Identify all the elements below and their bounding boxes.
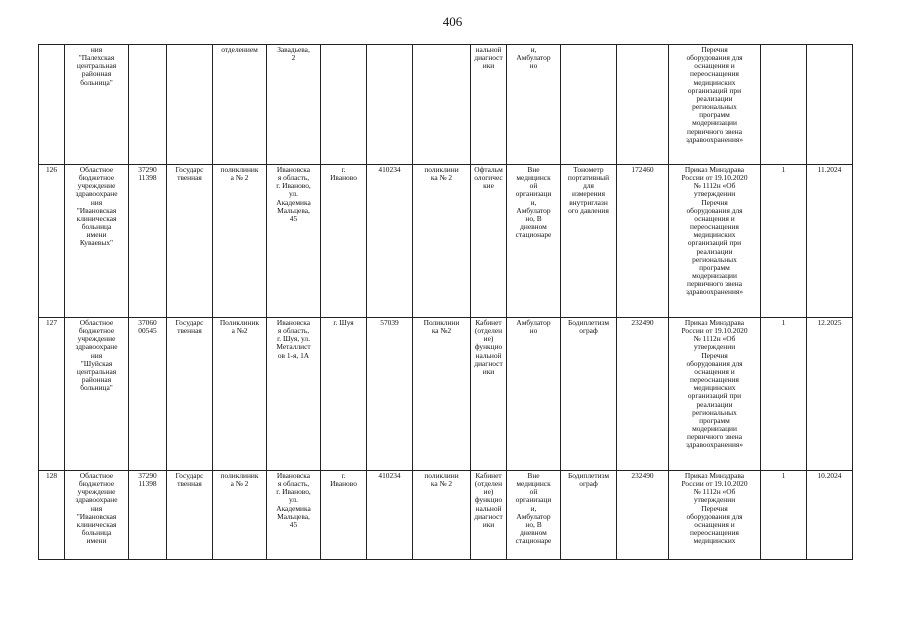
cell-unit bbox=[413, 45, 471, 165]
table-row bbox=[39, 165, 853, 318]
cell-profile: Кабинет (отделен ие) функцио нальной диагност ики bbox=[471, 318, 507, 471]
page-number: 406 bbox=[442, 14, 463, 29]
cell-subdivision: поликлиник а № 2 bbox=[213, 165, 267, 318]
cell-ownership: Государс твенная bbox=[167, 165, 213, 318]
cell-organization: Областное бюджетное учреждение здравоохране ния "Ивановская клиническая больница имени bbox=[65, 471, 129, 560]
cell-equipment-code: 232490 bbox=[617, 471, 669, 560]
cell-subdivision: отделением bbox=[213, 45, 267, 165]
cell-date: 12.2025 bbox=[807, 318, 853, 471]
cell-legal-basis: Приказ Минздрава России от 19.10.2020 № 1112н «Об утверждении Перечня оборудования для оснащения и переоснащения медицинских организаций при реализации региональных программ модернизации первичного звена здравоохранения» bbox=[669, 318, 761, 471]
cell-legal-basis: Приказ Минздрава России от 19.10.2020 № 1112н «Об утверждении Перечня оборудования для оснащения и переоснащения медицинских bbox=[669, 471, 761, 560]
cell-subdivision: поликлиник а № 2 bbox=[213, 471, 267, 560]
equipment-table bbox=[38, 44, 853, 560]
cell-date: 10.2024 bbox=[807, 471, 853, 560]
cell-number: 128 bbox=[39, 471, 65, 560]
table-row bbox=[39, 45, 853, 165]
cell-code: 410234 bbox=[367, 165, 413, 318]
cell-care-conditions: Амбулатор но bbox=[507, 318, 561, 471]
cell-ownership bbox=[167, 45, 213, 165]
cell-number: 127 bbox=[39, 318, 65, 471]
cell-ownership: Государс твенная bbox=[167, 318, 213, 471]
cell-legal-basis: Перечня оборудования для оснащения и переоснащения медицинских организаций при реализации региональных программ модернизации первичного звена здравоохранения» bbox=[669, 45, 761, 165]
cell-care-conditions: Вне медицинск ой организаци и, Амбулатор но, В дневном стационаре bbox=[507, 165, 561, 318]
table-row bbox=[39, 318, 853, 471]
cell-inn: 37290 11398 bbox=[129, 165, 167, 318]
cell-organization: Областное бюджетное учреждение здравоохране ния "Ивановская клиническая больница имени Куваевых" bbox=[65, 165, 129, 318]
cell-equipment-code: 232490 bbox=[617, 318, 669, 471]
cell-ownership: Государс твенная bbox=[167, 471, 213, 560]
cell-equipment: Бодиплетизм ограф bbox=[561, 318, 617, 471]
cell-address: Завадьева, 2 bbox=[267, 45, 321, 165]
cell-quantity bbox=[761, 45, 807, 165]
cell-city: г. Шуя bbox=[321, 318, 367, 471]
cell-unit: поликлини ка № 2 bbox=[413, 471, 471, 560]
cell-city bbox=[321, 45, 367, 165]
table-row bbox=[39, 471, 853, 560]
cell-inn bbox=[129, 45, 167, 165]
cell-code: 57039 bbox=[367, 318, 413, 471]
cell-quantity: 1 bbox=[761, 471, 807, 560]
cell-date bbox=[807, 45, 853, 165]
cell-care-conditions: и, Амбулатор но bbox=[507, 45, 561, 165]
cell-organization: Областное бюджетное учреждение здравоохране ния "Шуйская центральная районная больница" bbox=[65, 318, 129, 471]
cell-equipment: Тонометр портативный для измерения внутриглазн ого давления bbox=[561, 165, 617, 318]
cell-subdivision: Поликлиник а №2 bbox=[213, 318, 267, 471]
cell-quantity: 1 bbox=[761, 318, 807, 471]
cell-city: г. Иваново bbox=[321, 471, 367, 560]
cell-profile: Офтальм ологичес кие bbox=[471, 165, 507, 318]
cell-address: Ивановска я область, г. Шуя, ул. Металлист ов 1-я, 1А bbox=[267, 318, 321, 471]
cell-profile: нальной диагност ики bbox=[471, 45, 507, 165]
cell-quantity: 1 bbox=[761, 165, 807, 318]
cell-unit: Поликлини ка №2 bbox=[413, 318, 471, 471]
cell-address: Ивановска я область, г. Иваново, ул. Академика Мальцева, 45 bbox=[267, 471, 321, 560]
cell-city: г. Иваново bbox=[321, 165, 367, 318]
cell-organization: ния "Палехская центральная районная больница" bbox=[65, 45, 129, 165]
cell-equipment: Бодиплетизм ограф bbox=[561, 471, 617, 560]
cell-code bbox=[367, 45, 413, 165]
cell-unit: поликлини ка № 2 bbox=[413, 165, 471, 318]
cell-inn: 37060 00545 bbox=[129, 318, 167, 471]
cell-equipment bbox=[561, 45, 617, 165]
cell-address: Ивановска я область, г. Иваново, ул. Академика Мальцева, 45 bbox=[267, 165, 321, 318]
cell-inn: 37290 11398 bbox=[129, 471, 167, 560]
cell-number: 126 bbox=[39, 165, 65, 318]
cell-code: 410234 bbox=[367, 471, 413, 560]
cell-equipment-code bbox=[617, 45, 669, 165]
cell-equipment-code: 172460 bbox=[617, 165, 669, 318]
cell-care-conditions: Вне медицинск ой организаци и, Амбулатор но, В дневном стационаре bbox=[507, 471, 561, 560]
cell-number bbox=[39, 45, 65, 165]
cell-date: 11.2024 bbox=[807, 165, 853, 318]
cell-legal-basis: Приказ Минздрава России от 19.10.2020 № 1112н «Об утверждении Перечня оборудования для оснащения и переоснащения медицинских организаций при реализации региональных программ модернизации первичного звена здравоохранения» bbox=[669, 165, 761, 318]
cell-profile: Кабинет (отделен ие) функцио нальной диагност ики bbox=[471, 471, 507, 560]
